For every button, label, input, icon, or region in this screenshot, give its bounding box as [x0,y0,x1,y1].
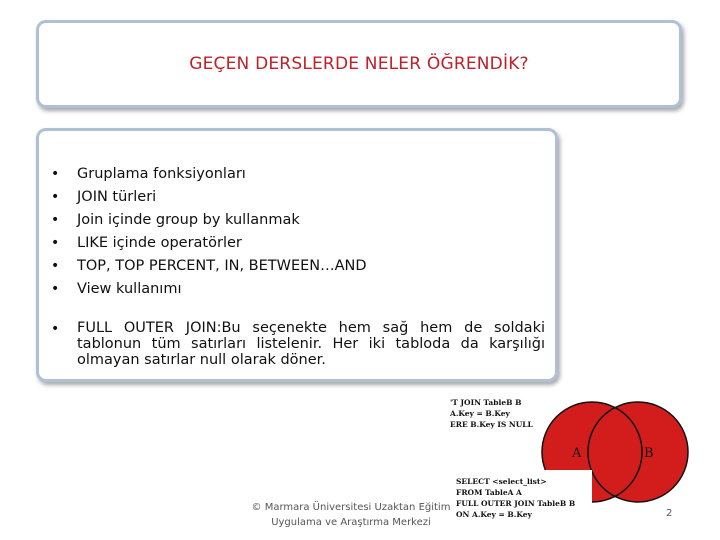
topic-list [51,163,551,301]
bullet-icon: • [51,235,60,251]
bullet-icon: • [51,166,60,182]
code-line: SELECT <select_list> [456,477,547,486]
page-number: 2 [666,508,673,519]
code-line: ERE B.Key IS NULL [450,420,533,429]
circle-a-label: A [572,446,582,461]
full-outer-join-diagram [446,392,696,532]
bullet-icon: • [51,321,60,337]
slide-title: GEÇEN DERSLERDE NELER ÖĞRENDİK? [189,54,529,74]
code-line: FROM TableA A [456,488,522,497]
list-item: • View kullanımı [51,278,551,301]
bullet-icon: • [51,258,60,274]
list-item: • Join içinde group by kullanmak [51,209,551,232]
bullet-icon: • [51,189,60,205]
code-line: 'T JOIN TableB B [450,398,522,407]
code-line: FULL OUTER JOIN TableB B [456,499,576,508]
list-item: • LIKE içinde operatörler [51,232,551,255]
bullet-icon: • [51,281,60,297]
bullet-icon: • [51,212,60,228]
content-box [36,128,558,382]
footer-line: © Marmara Üniversitesi Uzaktan Eğitim [251,502,451,513]
circle-b-label: B [644,446,654,461]
footer [240,500,462,530]
footer-line: Uygulama ve Araştırma Merkezi [271,517,431,528]
title-box [36,20,682,108]
code-line: A.Key = B.Key [450,409,510,418]
list-item: • TOP, TOP PERCENT, IN, BETWEEN…AND [51,255,551,278]
list-item: • Gruplama fonksiyonları [51,163,551,186]
full-outer-join-note: • FULL OUTER JOIN:Bu seçenekte hem sağ hem de soldaki tablonun tüm satırları listelenir. Her iki tabloda da karşılığı olmayan satırlar null olarak döner. [51,320,545,368]
code-line: ON A.Key = B.Key [456,510,532,519]
list-item: • JOIN türleri [51,186,551,209]
